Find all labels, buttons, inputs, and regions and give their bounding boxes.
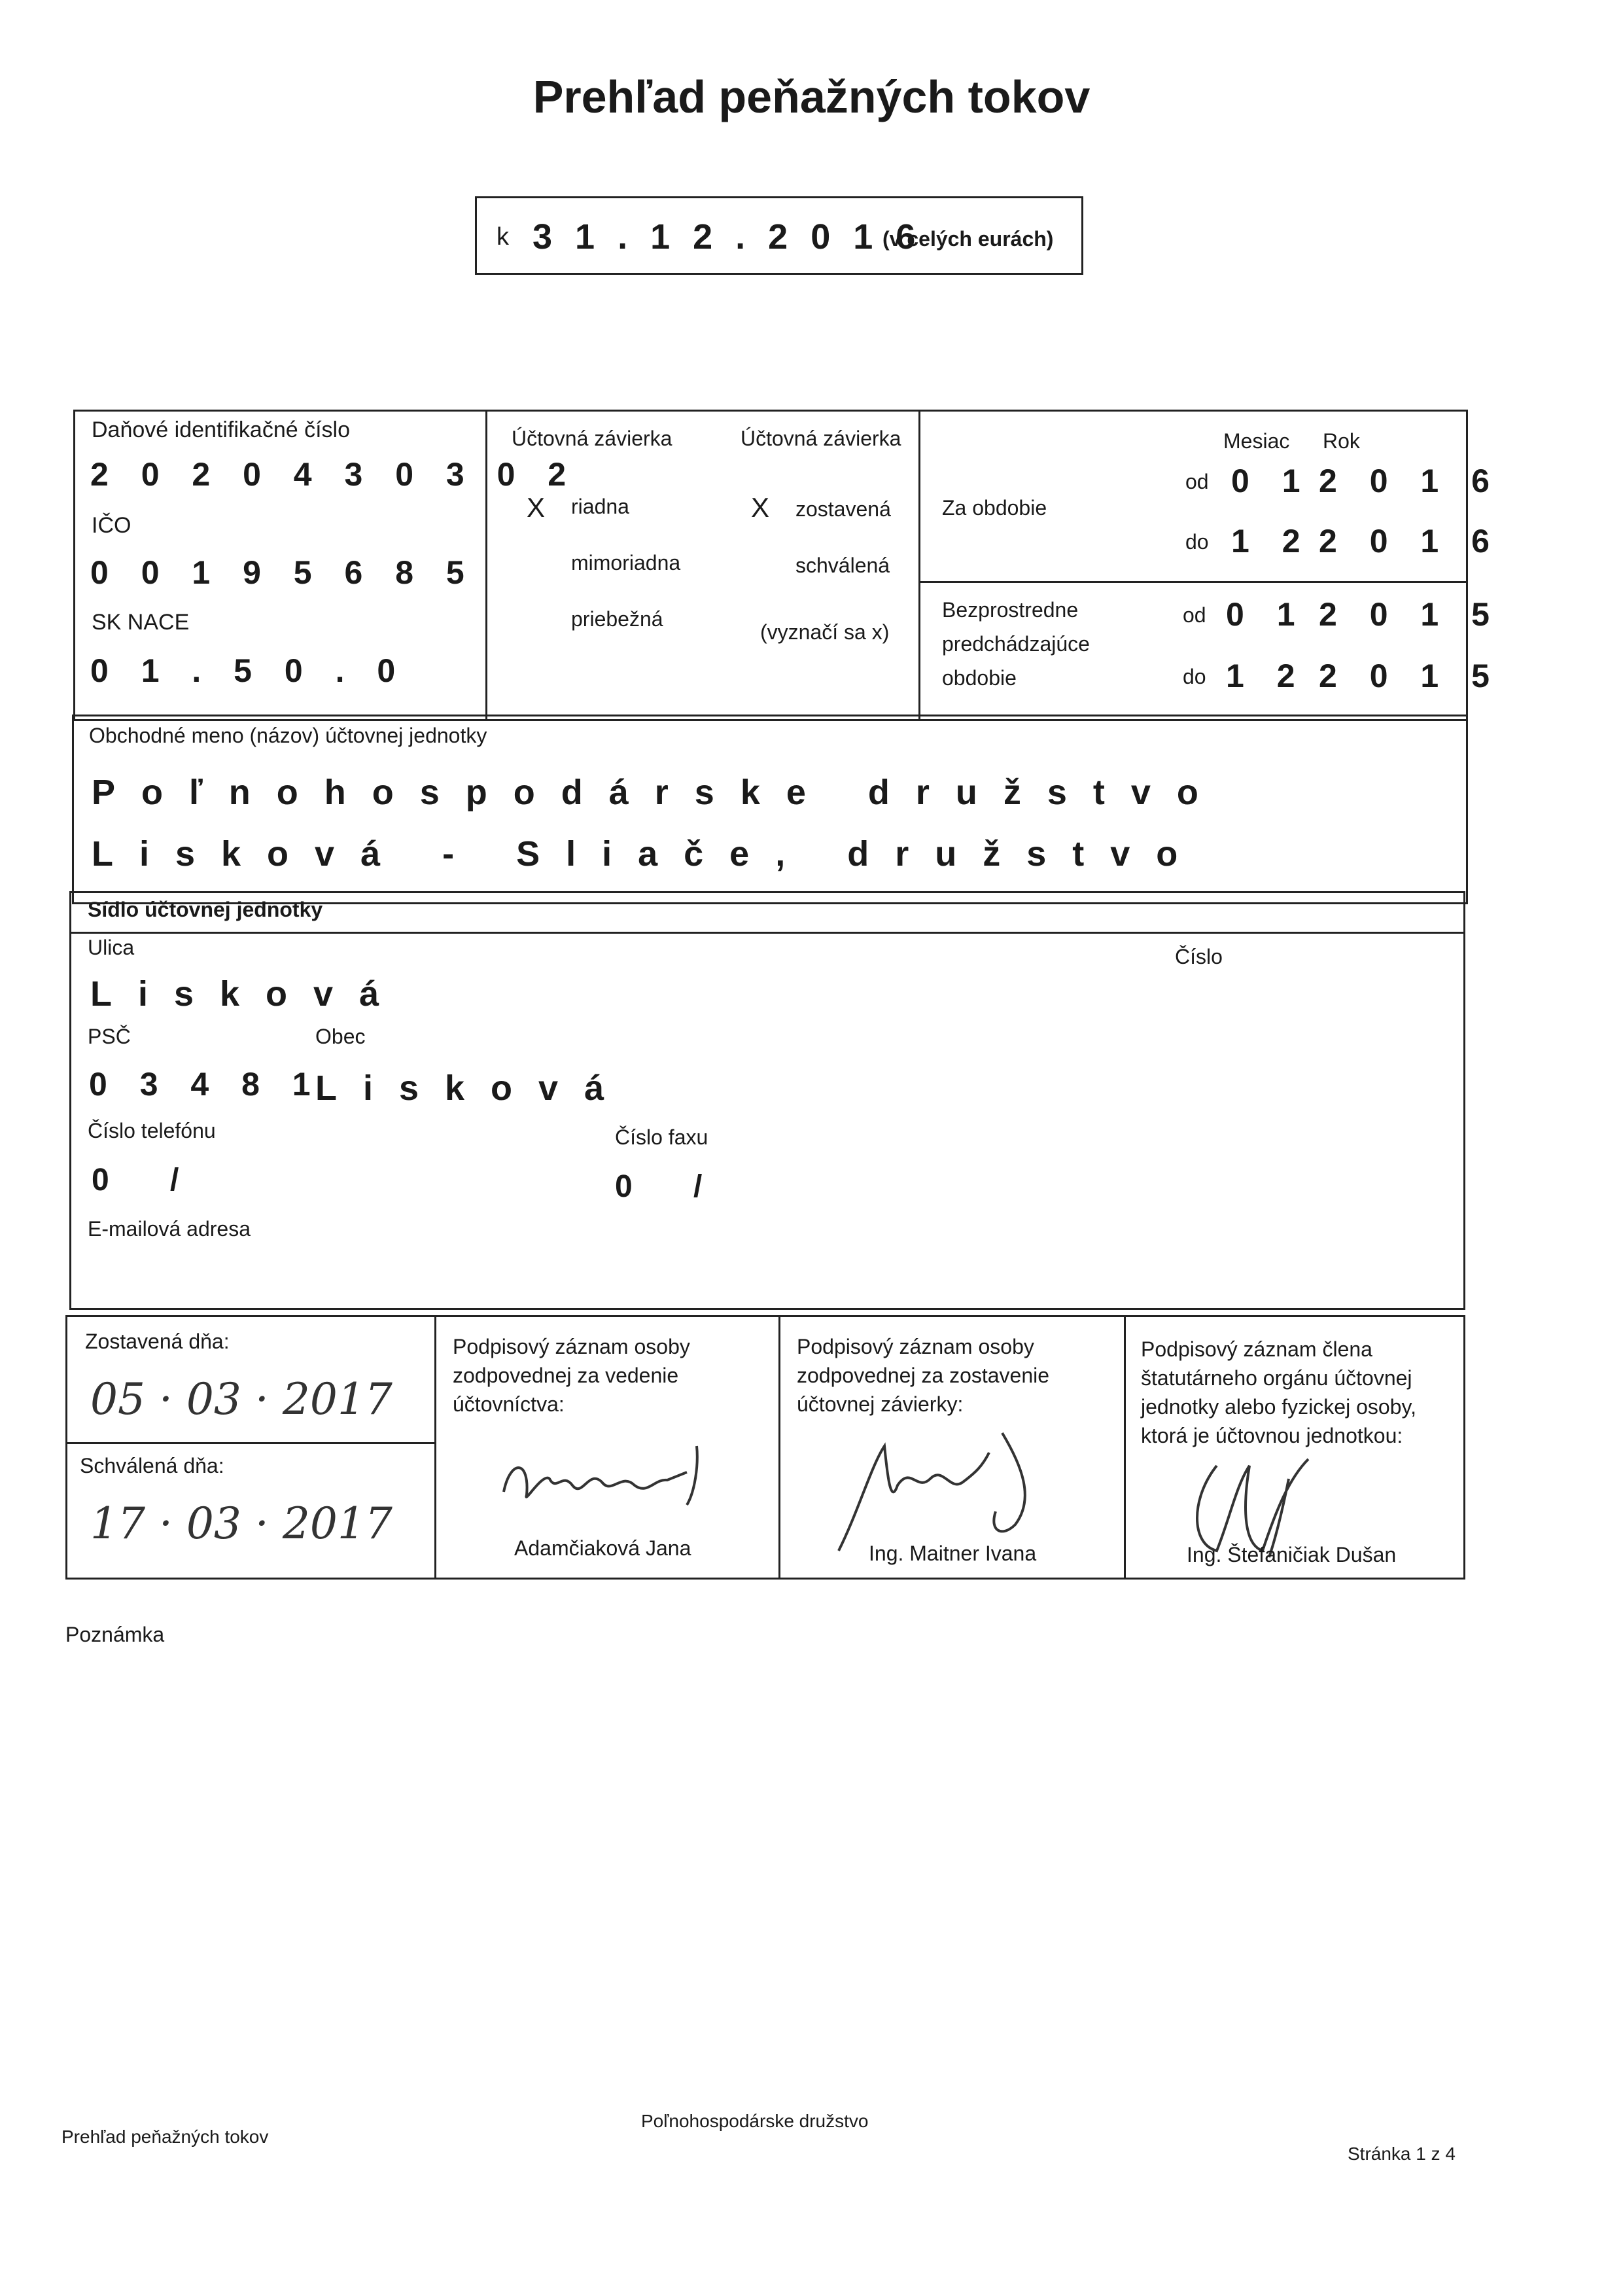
zavierka1-riadna: riadna — [571, 495, 629, 518]
footer-center: Poľnohospodárske družstvo — [641, 2111, 869, 2131]
sig-col1-label: Podpisový záznam osoby zodpovednej za vedenie účtovníctva: — [453, 1335, 690, 1416]
ico-label: IČO — [92, 513, 131, 538]
prev-do-month: 1 2 — [1226, 658, 1307, 694]
currency-unit: (v celých eurách) — [882, 227, 1054, 251]
cur-od-year: 2 0 1 6 — [1319, 463, 1501, 499]
tel-label: Číslo telefónu — [88, 1119, 216, 1142]
zavierka1-header: Účtovná závierka — [512, 427, 672, 450]
sig-col3-name: Ing. Štefaničiak Dušan — [1187, 1543, 1397, 1566]
cur-do-label: do — [1185, 530, 1209, 554]
zostavena-label: Zostavená dňa: — [85, 1330, 230, 1353]
signature-maitner — [826, 1426, 1074, 1557]
schvalena-date: 17 · 03 · 2017 — [90, 1498, 393, 1549]
fax-label: Číslo faxu — [615, 1125, 708, 1149]
ulica-value: Lisková — [90, 974, 406, 1014]
entity-name-line1: Poľnohospodárske družstvo — [92, 773, 1225, 812]
cur-od-month: 0 1 — [1231, 463, 1312, 499]
prev-do-year: 2 0 1 5 — [1319, 658, 1501, 694]
signature-adamciakova — [491, 1433, 726, 1525]
sig-col1-name: Adamčiaková Jana — [514, 1536, 691, 1560]
prev-od-label: od — [1183, 603, 1206, 627]
sig-col2-name: Ing. Maitner Ivana — [869, 1542, 1037, 1565]
cur-od-label: od — [1185, 470, 1209, 493]
zavierka1-mimoriadna: mimoriadna — [571, 551, 681, 574]
footer-left: Prehľad peňažných tokov — [61, 2127, 269, 2147]
sig-col2-label: Podpisový záznam osoby zodpovednej za zostavenie účtovnej závierky: — [797, 1335, 1050, 1416]
dic-label: Daňové identifikačné číslo — [92, 417, 351, 442]
email-label: E-mailová adresa — [88, 1217, 251, 1241]
obec-label: Obec — [315, 1025, 366, 1048]
rok-label: Rok — [1323, 429, 1360, 453]
prev-period-label: Bezprostredne predchádzajúce obdobie — [942, 598, 1090, 690]
psc-label: PSČ — [88, 1025, 131, 1048]
zostavena-date: 05 · 03 · 2017 — [90, 1374, 393, 1424]
sig-col3-label: Podpisový záznam člena štatutárneho orgánu účtovnej jednotky alebo fyzickej osoby, ktorá je účtovnou jednotkou: — [1141, 1337, 1416, 1447]
zavierka1-priebezna: priebežná — [571, 607, 663, 631]
zavierka2-note: (vyznačí sa x) — [760, 620, 890, 644]
ulica-label: Ulica — [88, 936, 135, 959]
entity-label: Obchodné meno (názov) účtovnej jednotky — [89, 724, 487, 747]
tel-value: 0 / — [92, 1163, 179, 1197]
obec-value: Lisková — [315, 1069, 631, 1108]
footer-right: Stránka 1 z 4 — [1348, 2144, 1456, 2164]
poznamka-label: Poznámka — [65, 1623, 165, 1646]
cislo-label: Číslo — [1175, 945, 1223, 968]
dic-value: 2 0 2 0 4 3 0 3 0 2 — [90, 456, 578, 493]
schvalena-label: Schválená dňa: — [80, 1454, 224, 1477]
zavierka2-header: Účtovná závierka — [741, 427, 901, 450]
zavierka2-mark: X — [751, 492, 770, 523]
zavierka2-zostavena: zostavená — [795, 497, 891, 521]
prev-do-label: do — [1183, 665, 1206, 688]
cur-do-year: 2 0 1 6 — [1319, 523, 1501, 559]
cur-do-month: 1 2 — [1231, 523, 1312, 559]
mesiac-label: Mesiac — [1223, 429, 1290, 453]
page-title: Prehľad peňažných tokov — [532, 71, 1091, 122]
report-date: 3 1 . 1 2 . 2 0 1 6 — [532, 217, 922, 256]
psc-value: 0 3 4 8 1 — [89, 1066, 323, 1103]
prev-od-year: 2 0 1 5 — [1319, 596, 1501, 633]
entity-name-line2: Lisková - Sliače, družstvo — [92, 834, 1204, 874]
current-period-label: Za obdobie — [942, 496, 1047, 520]
date-prefix: k — [497, 223, 509, 251]
prev-od-month: 0 1 — [1226, 596, 1307, 633]
nace-label: SK NACE — [92, 610, 190, 635]
date-box — [475, 196, 1083, 275]
zavierka2-schvalena: schválená — [795, 554, 890, 577]
address-section-label: Sídlo účtovnej jednotky — [88, 898, 323, 921]
nace-value: 0 1 . 5 0 . 0 — [90, 652, 408, 689]
fax-value: 0 / — [615, 1169, 703, 1204]
ico-value: 0 0 1 9 5 6 8 5 — [90, 554, 476, 591]
zavierka1-mark: X — [527, 492, 546, 523]
